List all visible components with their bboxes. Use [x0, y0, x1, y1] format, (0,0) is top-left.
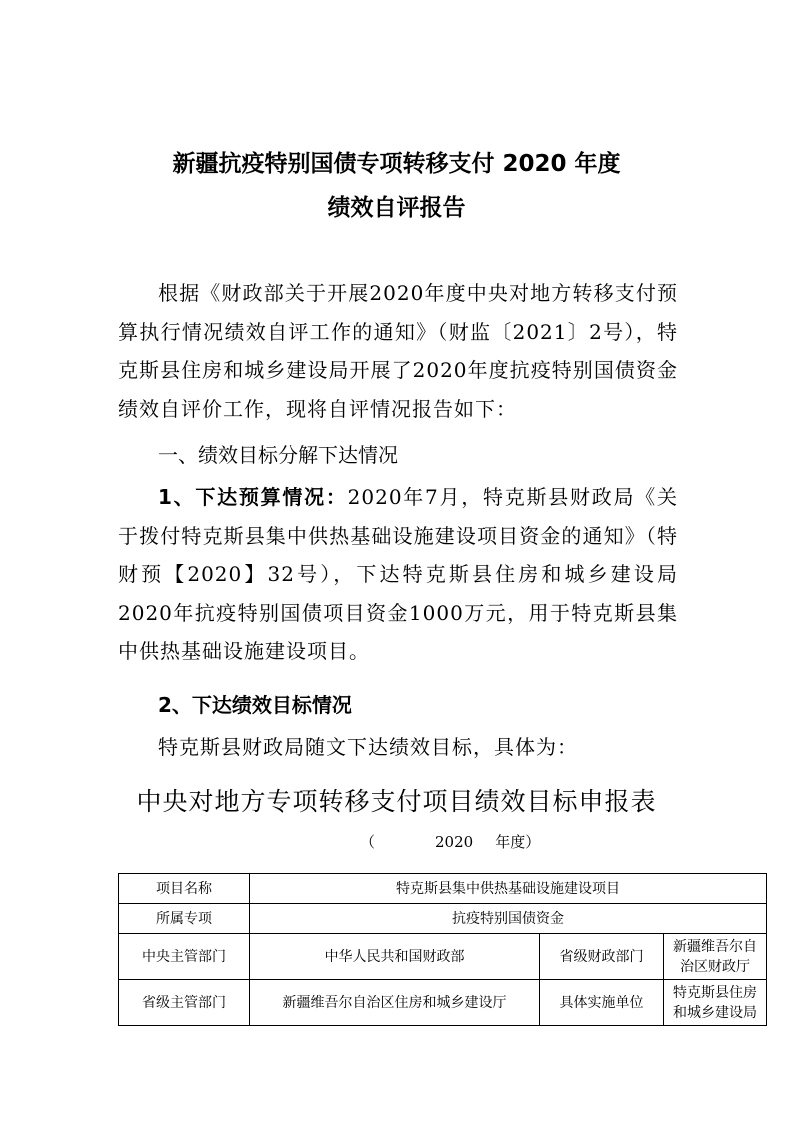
year-close: 年度）	[495, 833, 541, 851]
report-title-line2: 绩效自评报告	[327, 195, 466, 221]
item2-heading: 2、下达绩效目标情况	[158, 693, 352, 717]
table-year-row	[360, 832, 560, 852]
year-open: （	[360, 833, 376, 851]
item1-paragraph	[118, 478, 678, 671]
table-cell-label: 所属专项	[119, 904, 250, 934]
table-cell-value: 抗疫特别国债资金	[250, 904, 767, 934]
table-row	[119, 980, 767, 1026]
table-row	[119, 904, 767, 934]
item1-label: 1、下达预算情况：	[158, 485, 348, 509]
performance-target-table	[118, 873, 767, 1026]
table-title: 中央对地方专项转移支付项目绩效目标申报表	[136, 787, 657, 816]
item2-text: 特克斯县财政局随文下达绩效目标，具体为：	[158, 735, 578, 759]
section1-heading: 一、绩效目标分解下达情况	[158, 443, 398, 467]
table-cell-value: 特克斯县集中供热基础设施建设项目	[250, 874, 767, 904]
intro-paragraph: 根据《财政部关于开展2020年度中央对地方转移支付预算执行情况绩效自评工作的通知》（财监〔2021〕2号），特克斯县住房和城乡建设局开展了2020年度抗疫特别国债资金绩效自评价工作，现将自评情况报告如下：	[118, 281, 678, 421]
table-cell-value: 特克斯县住房和城乡建设局	[664, 980, 767, 1026]
report-title-line1: 新疆抗疫特别国债专项转移支付 2020 年度	[172, 151, 621, 177]
table-cell-value: 新疆维吾尔自治区住房和城乡建设厅	[250, 980, 540, 1026]
table-cell-label: 省级财政部门	[540, 934, 664, 980]
table-cell-label: 省级主管部门	[119, 980, 250, 1026]
table-cell-label: 中央主管部门	[119, 934, 250, 980]
table-cell-value: 新疆维吾尔自治区财政厅	[664, 934, 767, 980]
table-row	[119, 934, 767, 980]
table-row	[119, 874, 767, 904]
year-value: 2020	[435, 833, 474, 851]
item1-text: 2020年7月，特克斯县财政局《关于拨付特克斯县集中供热基础设施建设项目资金的通知》（特财预【2020】32号），下达特克斯县住房和城乡建设局2020年抗疫特别国债项目资金1000万元，用于特克斯县集中供热基础设施建设项目。	[118, 485, 679, 663]
table-cell-label: 项目名称	[119, 874, 250, 904]
table-cell-value: 中华人民共和国财政部	[250, 934, 540, 980]
table-cell-label: 具体实施单位	[540, 980, 664, 1026]
